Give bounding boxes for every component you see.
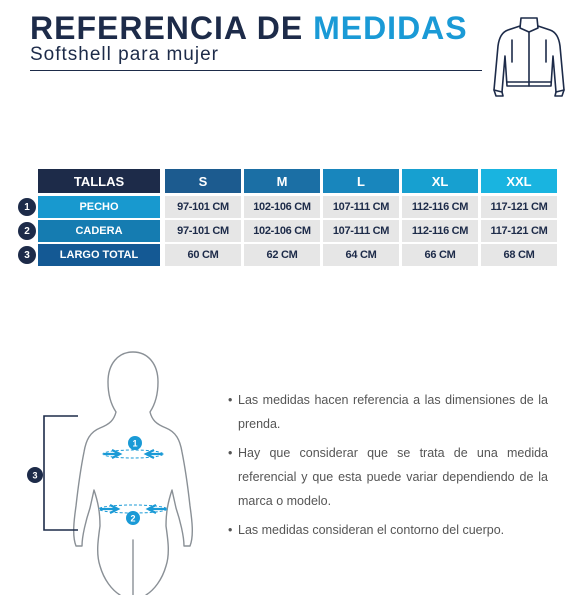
row-number-hip: 2 [18, 222, 36, 240]
cell-chest-l: 107-111 CM [323, 196, 399, 218]
chest-marker: 1 [132, 438, 138, 449]
cell-chest-m: 102-106 CM [244, 196, 320, 218]
title-part-1: REFERENCIA DE [30, 10, 314, 46]
row-label-chest: PECHO [38, 196, 160, 218]
cell-length-xxl: 68 CM [481, 244, 557, 266]
size-header-l: L [323, 169, 399, 193]
title-part-2: MEDIDAS [313, 10, 468, 46]
row-number-chest: 1 [18, 198, 36, 216]
cell-hip-xxl: 117-121 CM [481, 220, 557, 242]
cell-hip-xl: 112-116 CM [402, 220, 478, 242]
jacket-icon [488, 12, 570, 98]
size-header-s: S [165, 169, 241, 193]
page-title [30, 8, 468, 48]
note-item: • Las medidas hacen referencia a las dimensiones de la prenda. [228, 388, 548, 436]
length-marker: 3 [32, 470, 38, 481]
cell-length-s: 60 CM [165, 244, 241, 266]
length-bracket [44, 416, 78, 530]
size-header-m: M [244, 169, 320, 193]
size-header-xxl: XXL [481, 169, 557, 193]
row-label-hip: CADERA [38, 220, 160, 242]
row-label-length: LARGO TOTAL [38, 244, 160, 266]
cell-hip-s: 97-101 CM [165, 220, 241, 242]
body-measurement-figure [20, 340, 220, 595]
cell-hip-m: 102-106 CM [244, 220, 320, 242]
note-item: • Hay que considerar que se trata de una medida referencial y que esta puede variar dependiendo de la marca o modelo. [228, 441, 548, 513]
woman-silhouette-icon [74, 352, 193, 595]
cell-hip-l: 107-111 CM [323, 220, 399, 242]
page-subtitle: Softshell para mujer [30, 44, 219, 65]
title-rule [30, 70, 482, 71]
cell-chest-xl: 112-116 CM [402, 196, 478, 218]
cell-chest-s: 97-101 CM [165, 196, 241, 218]
hip-arrow-left-icon [100, 505, 118, 513]
note-item: • Las medidas consideran el contorno del cuerpo. [228, 518, 548, 542]
cell-chest-xxl: 117-121 CM [481, 196, 557, 218]
cell-length-l: 64 CM [323, 244, 399, 266]
cell-length-xl: 66 CM [402, 244, 478, 266]
cell-length-m: 62 CM [244, 244, 320, 266]
size-header-xl: XL [402, 169, 478, 193]
row-number-length: 3 [18, 246, 36, 264]
chest-arrow-right-icon [146, 450, 162, 458]
tallas-header: TALLAS [38, 169, 160, 193]
notes-list [228, 388, 548, 547]
hip-marker: 2 [130, 513, 136, 524]
